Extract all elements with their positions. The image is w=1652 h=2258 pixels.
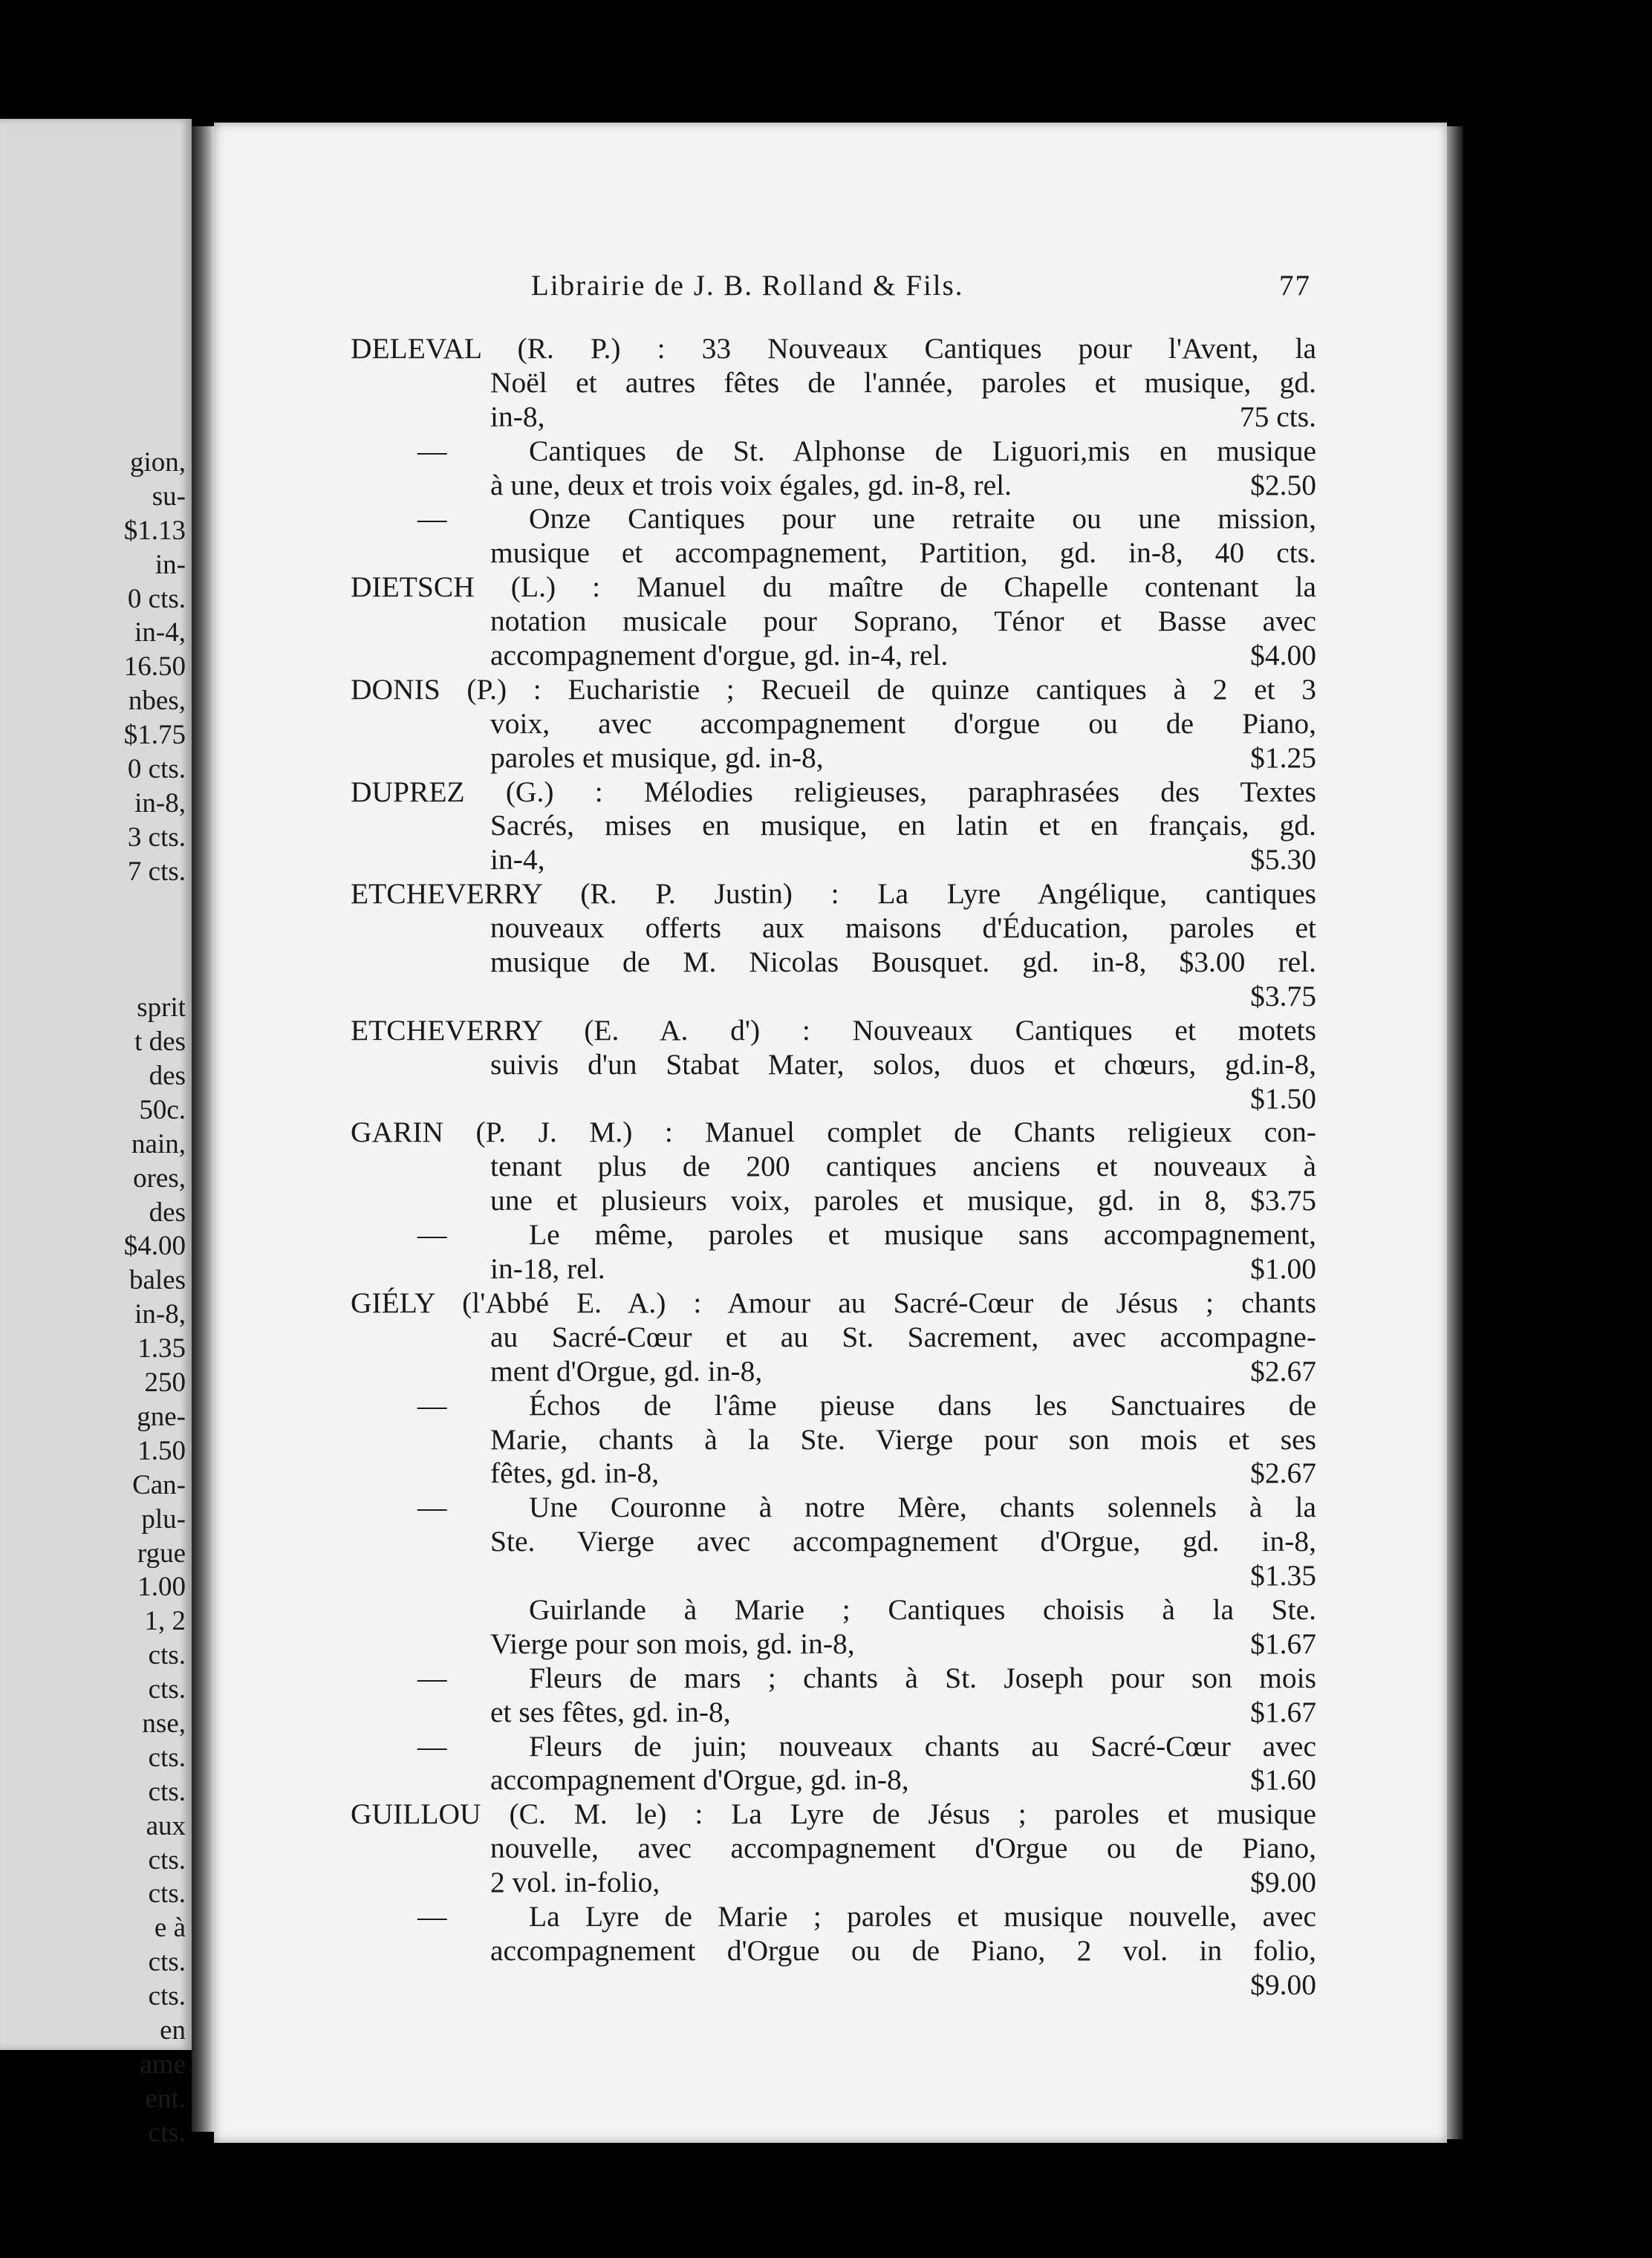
line-text: ETCHEVERRY (E. A. d') : Nouveaux Cantiques et motets — [351, 1013, 1316, 1047]
line-text: in-18, rel. — [490, 1252, 605, 1286]
line-text: musique et accompagnement, Partition, gd. in-8, 40 cts. — [490, 536, 1316, 570]
line-text: une et plusieurs voix, paroles et musique, gd. in 8, $3.75 — [490, 1184, 1316, 1217]
left-page-text — [0, 446, 186, 2150]
left-page-line: cts. — [148, 1844, 186, 1875]
left-page-line: in- — [155, 549, 186, 580]
entry-heading-line — [351, 877, 1316, 911]
line-text: DIETSCH (L.) : Manuel du maître de Chapelle contenant la — [351, 570, 1316, 604]
left-page-line: ent. — [145, 2083, 186, 2114]
left-page-line — [0, 889, 186, 923]
left-page-line: rgue — [137, 1538, 186, 1569]
left-page-line: in-4, — [134, 617, 186, 648]
dash-marker: — — [417, 1218, 447, 1252]
line-text: Marie, chants à la Ste. Vierge pour son mois et ses — [490, 1422, 1316, 1456]
line-text: paroles et musique, gd. in-8, — [490, 741, 824, 774]
price: $9.00 — [1250, 1866, 1316, 1899]
left-page-line: gne- — [137, 1401, 186, 1432]
left-page-line — [0, 923, 186, 957]
line-text: La Lyre de Marie ; paroles et musique nouvelle, avec — [529, 1899, 1316, 1933]
catalog-entries — [351, 332, 1316, 2002]
entry-line — [351, 1696, 1316, 1730]
price: $1.67 — [1250, 1695, 1316, 1728]
line-text: in-8, — [490, 400, 545, 433]
left-page-line: in-8, — [134, 1299, 186, 1330]
entry-line — [351, 843, 1316, 877]
entry-line — [351, 1866, 1316, 1900]
left-page-line: ores, — [133, 1162, 186, 1194]
line-text: Guirlande à Marie ; Cantiques choisis à la Ste. — [529, 1592, 1316, 1626]
left-page-line: plu- — [141, 1503, 186, 1535]
left-page-line: 0 cts. — [127, 583, 186, 614]
left-page-line: 1.00 — [137, 1572, 186, 1603]
line-text: et ses fêtes, gd. in-8, — [490, 1695, 731, 1728]
entry-line — [351, 707, 1316, 741]
left-page-line: cts. — [148, 2117, 186, 2148]
entry-line — [351, 605, 1316, 639]
page-header — [531, 269, 1311, 313]
left-page-line: t des — [134, 1026, 186, 1058]
line-text: ment d'Orgue, gd. in-8, — [490, 1354, 763, 1387]
left-page-line: cts. — [148, 1742, 186, 1773]
entry-line — [351, 809, 1316, 843]
left-page-line: in-8, — [134, 787, 186, 819]
price: $1.67 — [1250, 1627, 1316, 1660]
entry-heading-line — [351, 1286, 1316, 1321]
entry-line — [351, 469, 1316, 503]
line-text: in-4, — [490, 843, 545, 876]
line-text: tenant plus de 200 cantiques anciens et nouveaux à — [490, 1150, 1316, 1183]
entry-heading-line — [351, 1014, 1316, 1048]
entry-line — [351, 1627, 1316, 1662]
book-gutter — [192, 126, 215, 2132]
left-page-fragment — [0, 119, 192, 2148]
left-page-line: 3 cts. — [127, 821, 186, 853]
left-page-line: des — [149, 1197, 186, 1228]
price: $1.25 — [1250, 741, 1316, 774]
line-text: Échos de l'âme pieuse dans les Sanctuaires de — [529, 1388, 1316, 1422]
entry-line — [351, 435, 1316, 469]
entry-line — [351, 1934, 1316, 1968]
line-text: au Sacré-Cœur et au St. Sacrement, avec accompagne- — [490, 1320, 1316, 1353]
left-page-line: 7 cts. — [127, 856, 186, 887]
left-page-line — [0, 957, 186, 991]
line-text: accompagnement d'orgue, gd. in-4, rel. — [490, 639, 949, 672]
dash-marker: — — [417, 434, 447, 467]
left-page-line: $4.00 — [123, 1231, 186, 1262]
line-text: DUPREZ (G.) : Mélodies religieuses, paraphrasées des Textes — [351, 775, 1316, 808]
entry-line — [351, 639, 1316, 673]
line-text: musique de M. Nicolas Bousquet. gd. in-8, $3.00 rel. — [490, 946, 1316, 979]
line-text: nouvelle, avec accompagnement d'Orgue ou de Piano, — [490, 1832, 1316, 1865]
line-text: fêtes, gd. in-8, — [490, 1457, 660, 1490]
left-page-line: cts. — [148, 1981, 186, 2012]
entry-line — [351, 1593, 1316, 1627]
entry-line — [351, 1559, 1316, 1593]
entry-line — [351, 1491, 1316, 1525]
entry-line — [351, 1048, 1316, 1082]
line-text: Noël et autres fêtes de l'année, paroles et musique, gd. — [490, 365, 1316, 399]
line-text: à une, deux et trois voix égales, gd. in-8, rel. — [490, 468, 1012, 501]
left-page-line: aux — [146, 1810, 186, 1841]
entry-line — [351, 400, 1316, 435]
dash-marker: — — [417, 1388, 447, 1422]
page-number: 77 — [1279, 270, 1311, 302]
dash-marker: — — [417, 1729, 447, 1763]
left-page-line: $1.13 — [123, 515, 186, 546]
entry-line — [351, 536, 1316, 570]
left-page-line: ame — [140, 2049, 186, 2080]
left-page-line: des — [149, 1061, 186, 1092]
left-page-line: 250 — [144, 1367, 186, 1399]
dash-marker: — — [417, 1899, 447, 1933]
entry-line — [351, 1389, 1316, 1423]
entry-line — [351, 741, 1316, 775]
price: $1.35 — [1250, 1559, 1316, 1592]
entry-line — [351, 1423, 1316, 1457]
left-page-line: 50c. — [139, 1094, 186, 1125]
price: $2.67 — [1250, 1457, 1316, 1490]
price: $1.00 — [1250, 1252, 1316, 1286]
entry-line — [351, 1968, 1316, 2002]
entry-line — [351, 366, 1316, 400]
line-text: GUILLOU (C. M. le) : La Lyre de Jésus ; paroles et musique — [351, 1797, 1316, 1831]
left-page-line: nse, — [142, 1708, 186, 1739]
line-text: voix, avec accompagnement d'orgue ou de Piano, — [490, 706, 1316, 740]
left-page-line: 1.50 — [137, 1435, 186, 1466]
dash-marker: — — [417, 502, 447, 536]
price: $9.00 — [1250, 1968, 1316, 2001]
left-page-line: cts. — [148, 1674, 186, 1705]
price: $5.30 — [1250, 843, 1316, 876]
entry-line — [351, 911, 1316, 946]
left-page-line: gion, — [129, 447, 186, 478]
price: 75 cts. — [1239, 400, 1316, 433]
line-text: accompagnement d'Orgue ou de Piano, 2 vol. in folio, — [490, 1933, 1316, 1967]
entry-line — [351, 1321, 1316, 1355]
line-text: accompagnement d'Orgue, gd. in-8, — [490, 1763, 909, 1797]
entry-line — [351, 1150, 1316, 1184]
line-text: Vierge pour son mois, gd. in-8, — [490, 1627, 855, 1660]
entry-line — [351, 1730, 1316, 1764]
line-text: Une Couronne à notre Mère, chants solennels à la — [529, 1491, 1316, 1524]
dash-marker: — — [417, 1491, 447, 1524]
line-text: Onze Cantiques pour une retraite ou une mission, — [529, 502, 1316, 536]
left-page-line: nain, — [131, 1128, 186, 1159]
running-head: Librairie de J. B. Rolland & Fils. — [531, 270, 964, 302]
left-page-line: $1.75 — [123, 720, 186, 751]
line-text: Le même, paroles et musique sans accompagnement, — [529, 1218, 1316, 1252]
left-page-line: su- — [152, 481, 186, 512]
dash-marker: — — [417, 1661, 447, 1694]
entry-line — [351, 1662, 1316, 1696]
line-text: GARIN (P. J. M.) : Manuel complet de Chants religieux con- — [351, 1116, 1316, 1149]
entry-line — [351, 1218, 1316, 1252]
line-text: nouveaux offerts aux maisons d'Éducation, paroles et — [490, 911, 1316, 945]
left-page-line: cts. — [148, 1640, 186, 1671]
entry-heading-line — [351, 673, 1316, 707]
entry-line — [351, 946, 1316, 980]
entry-line — [351, 1457, 1316, 1491]
entry-line — [351, 1832, 1316, 1866]
entry-heading-line — [351, 570, 1316, 605]
left-page-line: 0 cts. — [127, 754, 186, 785]
line-text: Fleurs de mars ; chants à St. Joseph pour son mois — [529, 1661, 1316, 1694]
price: $1.50 — [1250, 1081, 1316, 1115]
left-page-line: cts. — [148, 1878, 186, 1910]
price: $1.60 — [1250, 1763, 1316, 1797]
entry-line — [351, 1082, 1316, 1116]
entry-line — [351, 1900, 1316, 1934]
entry-heading-line — [351, 775, 1316, 810]
left-page-line: en — [160, 2014, 186, 2046]
entry-line — [351, 1355, 1316, 1389]
entry-line — [351, 1763, 1316, 1797]
left-page-line: nbes, — [128, 686, 186, 717]
left-page-line: 1, 2 — [144, 1606, 186, 1637]
line-text: Sacrés, mises en musique, en latin et en français, gd. — [490, 809, 1316, 842]
line-text: 2 vol. in-folio, — [490, 1866, 660, 1899]
left-page-line: 1.35 — [137, 1333, 186, 1364]
line-text: DELEVAL (R. P.) : 33 Nouveaux Cantiques pour l'Avent, la — [351, 332, 1316, 365]
price: $4.00 — [1250, 639, 1316, 672]
entry-heading-line — [351, 332, 1316, 366]
entry-heading-line — [351, 1797, 1316, 1832]
left-page-line: sprit — [137, 992, 186, 1024]
price: $2.50 — [1250, 468, 1316, 501]
entry-line — [351, 1252, 1316, 1286]
line-text: DONIS (P.) : Eucharistie ; Recueil de quinze cantiques à 2 et 3 — [351, 672, 1316, 706]
entry-line — [351, 1184, 1316, 1218]
price: $2.67 — [1250, 1354, 1316, 1387]
entry-line — [351, 1525, 1316, 1559]
entry-line — [351, 980, 1316, 1014]
price: $3.75 — [1250, 979, 1316, 1012]
line-text: GIÉLY (l'Abbé E. A.) : Amour au Sacré-Cœur de Jésus ; chants — [351, 1286, 1316, 1319]
line-text: Fleurs de juin; nouveaux chants au Sacré-Cœur avec — [529, 1729, 1316, 1763]
line-text: Ste. Vierge avec accompagnement d'Orgue, gd. in-8, — [490, 1525, 1316, 1558]
entry-line — [351, 502, 1316, 536]
left-page-line: Can- — [132, 1469, 186, 1500]
line-text: ETCHEVERRY (R. P. Justin) : La Lyre Angélique, cantiques — [351, 877, 1316, 911]
left-page-line: cts. — [148, 1947, 186, 1978]
line-text: Cantiques de St. Alphonse de Liguori,mis en musique — [529, 434, 1316, 467]
left-page-line: 16.50 — [123, 651, 186, 683]
line-text: notation musicale pour Soprano, Ténor et Basse avec — [490, 605, 1316, 638]
entry-heading-line — [351, 1116, 1316, 1150]
left-page-line: cts. — [148, 1776, 186, 1807]
line-text: suivis d'un Stabat Mater, solos, duos et chœurs, gd.in-8, — [490, 1047, 1316, 1081]
left-page-line: bales — [129, 1265, 186, 1296]
page-edge — [1447, 126, 1463, 2139]
left-page-line: e à — [154, 1913, 186, 1944]
